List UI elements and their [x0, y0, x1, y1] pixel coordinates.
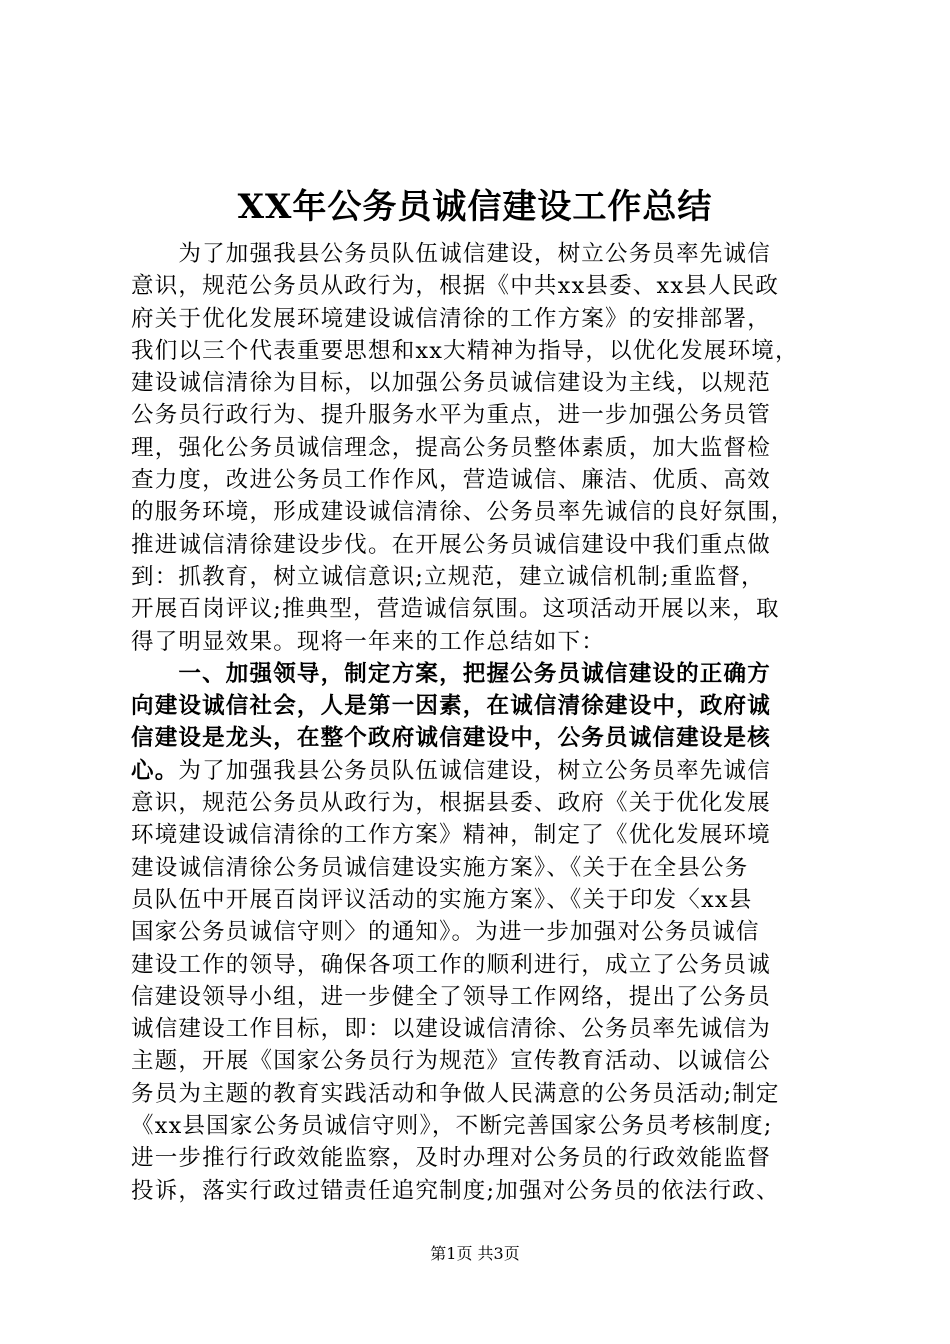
body-line: 查力度，改进公务员工作作风，营造诚信、廉洁、优质、高效 — [131, 467, 771, 494]
body-line: 国家公务员诚信守则〉的通知》。为进一步加强对公务员诚信 — [131, 919, 760, 946]
document-body — [131, 238, 831, 1207]
body-line: 环境建设诚信清徐的工作方案》精神，制定了《优化发展环境 — [131, 822, 771, 849]
section-heading-end: 心。 — [131, 757, 179, 784]
body-line: 主题，开展《国家公务员行为规范》宣传教育活动、以诚信公 — [131, 1048, 771, 1075]
body-text-segment: 为了加强我县公务员队伍诚信建设，树立公务员率先诚信 — [178, 757, 771, 784]
body-line: 建设工作的领导，确保各项工作的顺利进行，成立了公务员诚 — [131, 951, 771, 978]
body-line: 务员为主题的教育实践活动和争做人民满意的公务员活动;制定 — [131, 1080, 780, 1107]
body-line: 公务员行政行为、提升服务水平为重点，进一步加强公务员管 — [131, 402, 771, 429]
body-line: 信建设领导小组，进一步健全了领导工作网络，提出了公务员 — [131, 983, 771, 1010]
body-line: 《xx县国家公务员诚信守则》，不断完善国家公务员考核制度; — [131, 1113, 773, 1140]
body-line: 的服务环境，形成建设诚信清徐、公务员率先诚信的良好氛围， — [131, 499, 795, 526]
page-number-footer: 第1页 共3页 — [430, 1244, 520, 1263]
document-title: XX年公务员诚信建设工作总结 — [237, 187, 713, 227]
body-line-mixed — [131, 755, 831, 787]
body-line: 员队伍中开展百岗评议活动的实施方案》、《关于印发〈xx县 — [131, 886, 753, 913]
section-heading-line: 一、加强领导，制定方案，把握公务员诚信建设的正确方 — [131, 660, 771, 687]
body-line: 投诉，落实行政过错责任追究制度;加强对公务员的依法行政、 — [131, 1177, 780, 1204]
body-line: 为了加强我县公务员队伍诚信建设，树立公务员率先诚信 — [131, 241, 771, 267]
body-line: 我们以三个代表重要思想和xx大精神为指导，以优化发展环境， — [131, 337, 799, 364]
section-heading-line: 向建设诚信社会，人是第一因素，在诚信清徐建设中，政府诚 — [131, 693, 771, 720]
body-line: 开展百岗评议;推典型，营造诚信氛围。这项活动开展以来，取 — [131, 596, 780, 623]
body-line: 推进诚信清徐建设步伐。在开展公务员诚信建设中我们重点做 — [131, 531, 771, 558]
body-line: 意识，规范公务员从政行为，根据《中共xx县委、xx县人民政 — [131, 273, 780, 300]
body-line: 进一步推行行政效能监察，及时办理对公务员的行政效能监督 — [131, 1145, 771, 1172]
section-heading-line: 信建设是龙头，在整个政府诚信建设中，公务员诚信建设是核 — [131, 725, 771, 752]
body-line: 建设诚信清徐为目标，以加强公务员诚信建设为主线，以规范 — [131, 370, 771, 397]
body-line: 府关于优化发展环境建设诚信清徐的工作方案》的安排部署， — [131, 305, 771, 332]
body-line: 理，强化公务员诚信理念，提高公务员整体素质，加大监督检 — [131, 434, 771, 461]
body-line: 建设诚信清徐公务员诚信建设实施方案》、《关于在全县公务 — [131, 854, 749, 881]
body-line: 到：抓教育，树立诚信意识;立规范，建立诚信机制;重监督， — [131, 563, 765, 590]
body-line: 诚信建设工作目标，即：以建设诚信清徐、公务员率先诚信为 — [131, 1016, 771, 1043]
body-line: 意识，规范公务员从政行为，根据县委、政府《关于优化发展 — [131, 790, 771, 817]
body-line: 得了明显效果。现将一年来的工作总结如下： — [131, 628, 606, 655]
